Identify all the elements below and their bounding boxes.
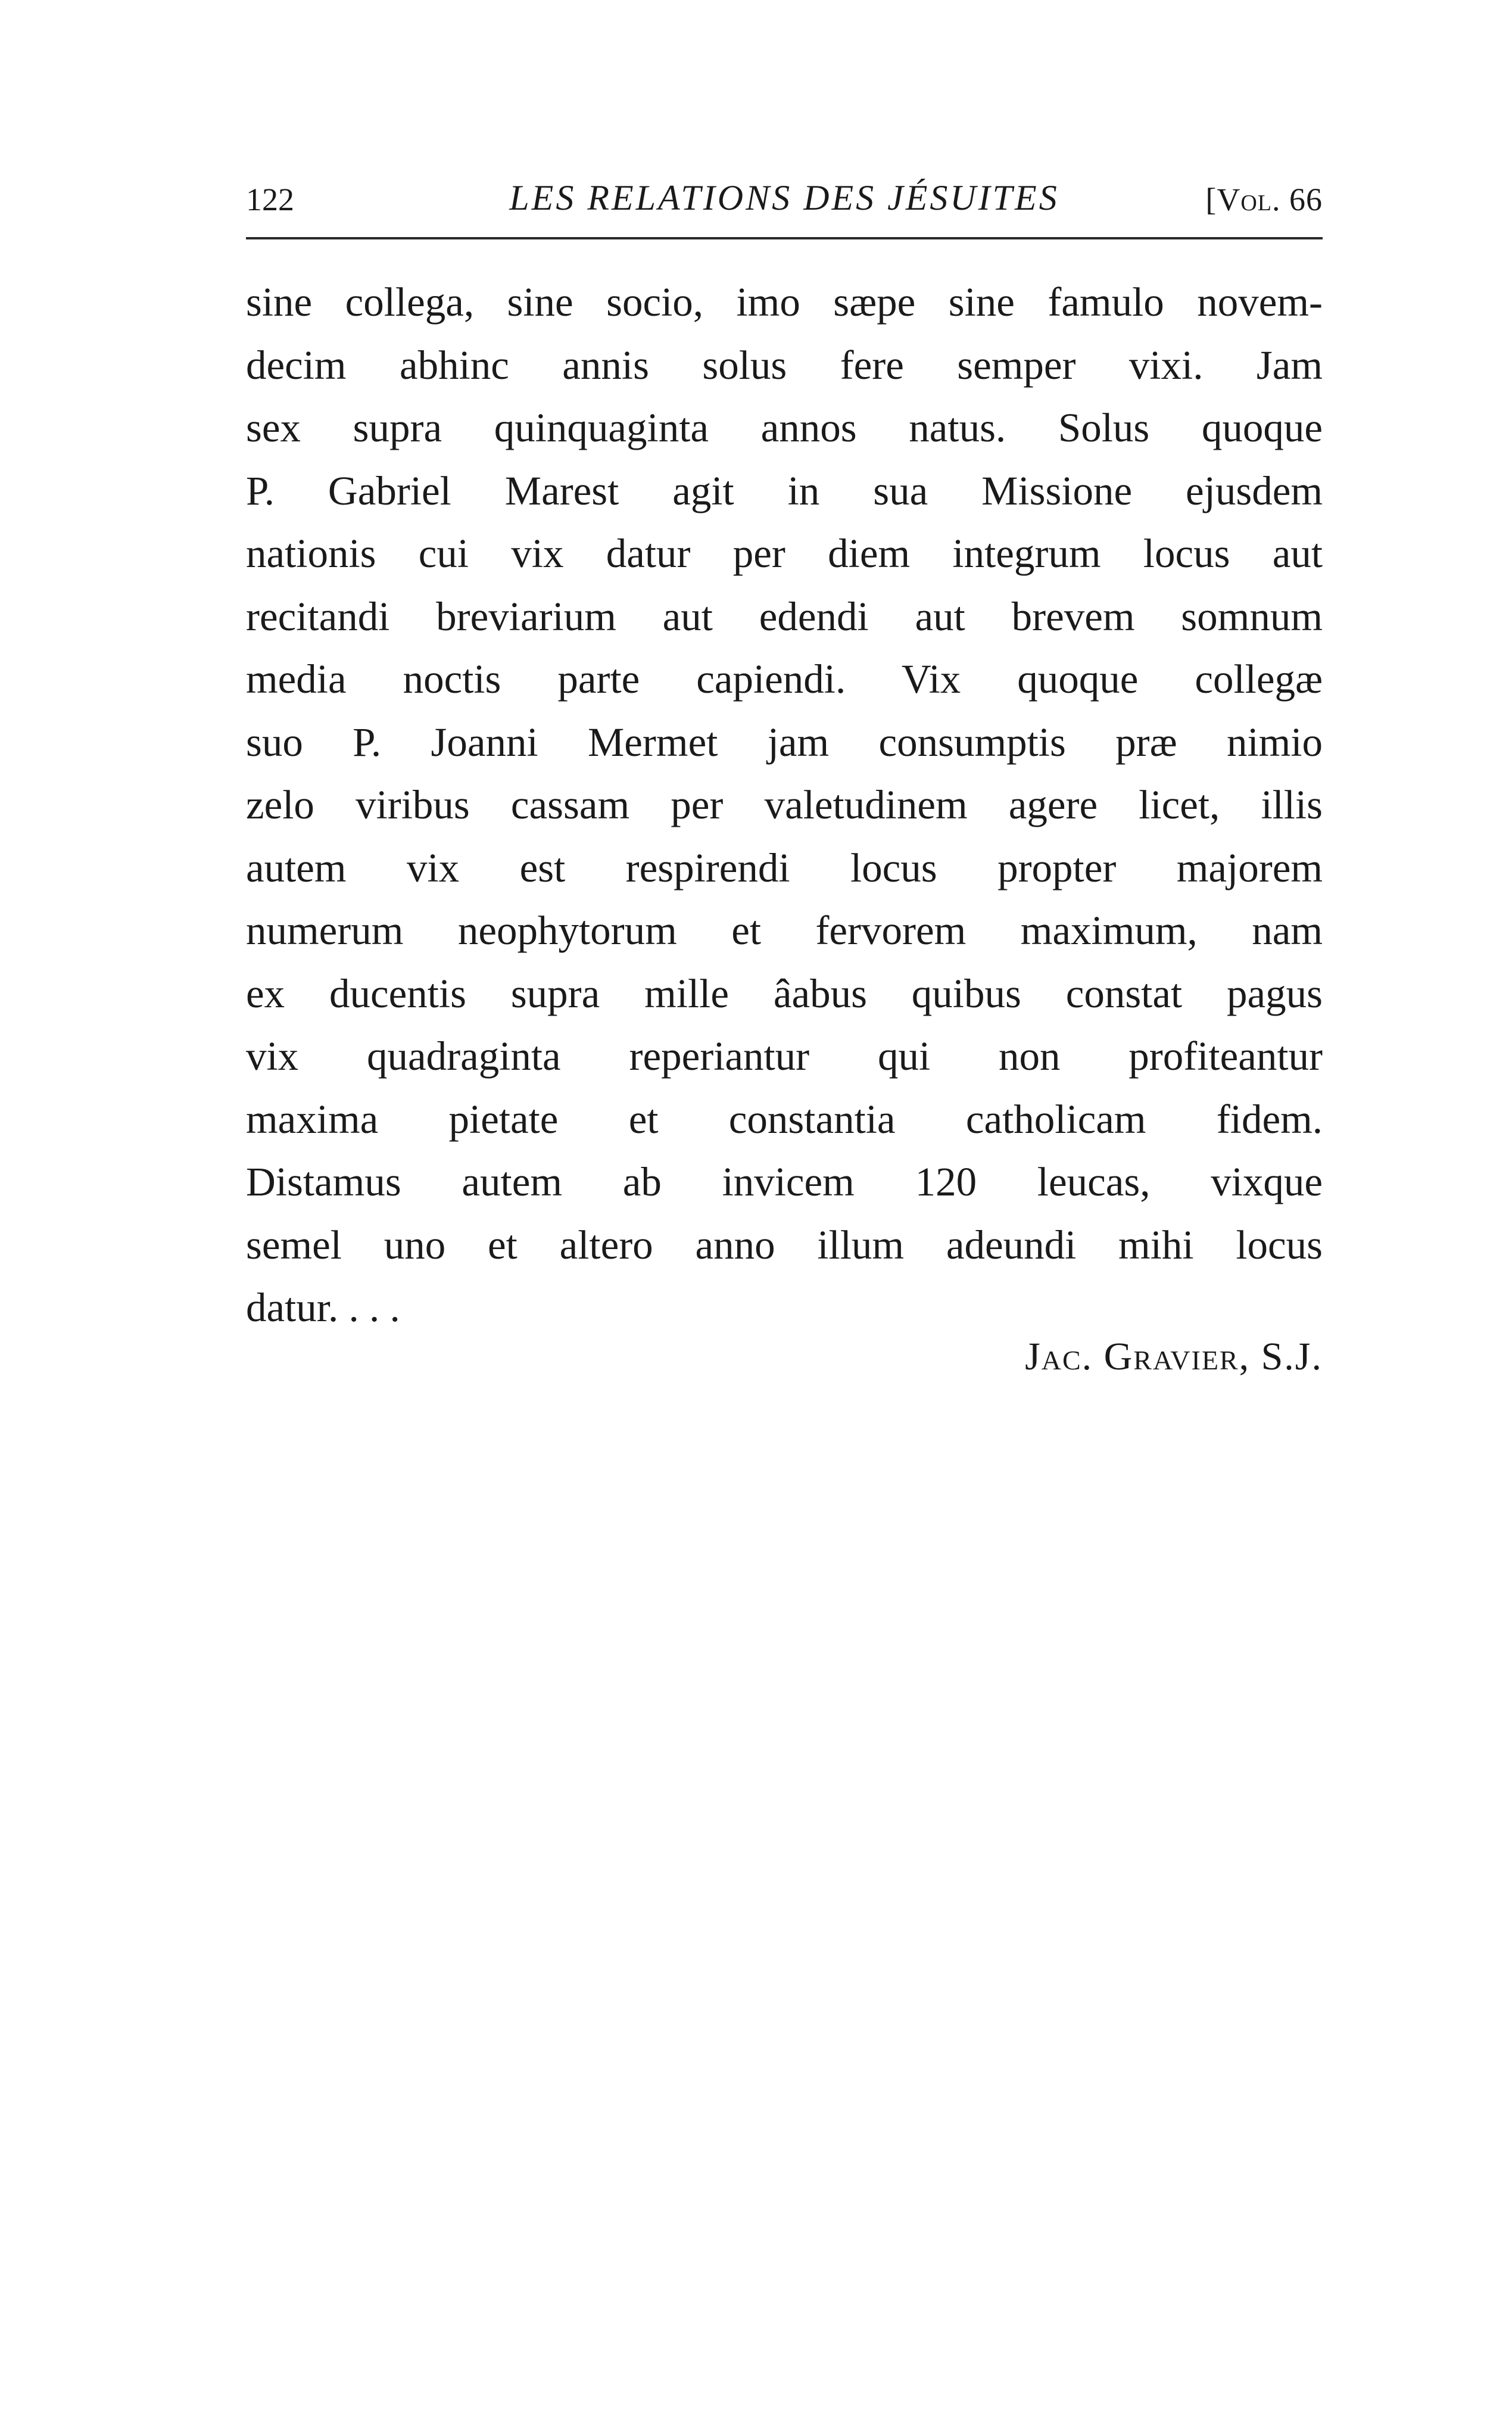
text-line: maxima pietate et constantia catholicam fidem.: [246, 1096, 1323, 1142]
text-line: decim abhinc annis solus fere semper vixi. Jam: [246, 342, 1323, 388]
text-line: numerum neophytorum et fervorem maximum, nam: [246, 908, 1323, 953]
text-line: nationis cui vix datur per diem integrum locus aut: [246, 531, 1323, 576]
letter-body: [246, 271, 1323, 1340]
text-line: Distamus autem ab invicem 120 leucas, vixque: [246, 1159, 1323, 1204]
text-line: zelo viribus cassam per valetudinem agere licet, illis: [246, 782, 1323, 827]
text-line: vix quadraginta reperiantur qui non profiteantur: [246, 1033, 1323, 1079]
running-title: LES RELATIONS DES JÉSUITES: [509, 178, 1059, 217]
text-line: datur. . . .: [246, 1285, 400, 1330]
page-number: 122: [246, 182, 294, 217]
text-line: suo P. Joanni Mermet jam consumptis præ nimio: [246, 719, 1323, 765]
text-line: ex ducentis supra mille âabus quibus constat pagus: [246, 970, 1323, 1016]
signature: Jac. Gravier, S.J.: [1025, 1335, 1323, 1378]
volume-marker: [Vol. 66: [1205, 182, 1323, 217]
text-line: autem vix est respirendi locus propter majorem: [246, 845, 1323, 890]
text-line: P. Gabriel Marest agit in sua Missione ejusdem: [246, 468, 1323, 513]
header-rule: [246, 237, 1323, 239]
running-head: [246, 178, 1323, 225]
text-line: media noctis parte capiendi. Vix quoque collegæ: [246, 656, 1323, 702]
text-line: recitandi breviarium aut edendi aut brevem somnum: [246, 593, 1323, 639]
text-line: sine collega, sine socio, imo sæpe sine famulo novem-: [246, 279, 1323, 325]
text-line: sex supra quinquaginta annos natus. Solus quoque: [246, 405, 1323, 450]
text-line: semel uno et altero anno illum adeundi mihi locus: [246, 1222, 1323, 1268]
